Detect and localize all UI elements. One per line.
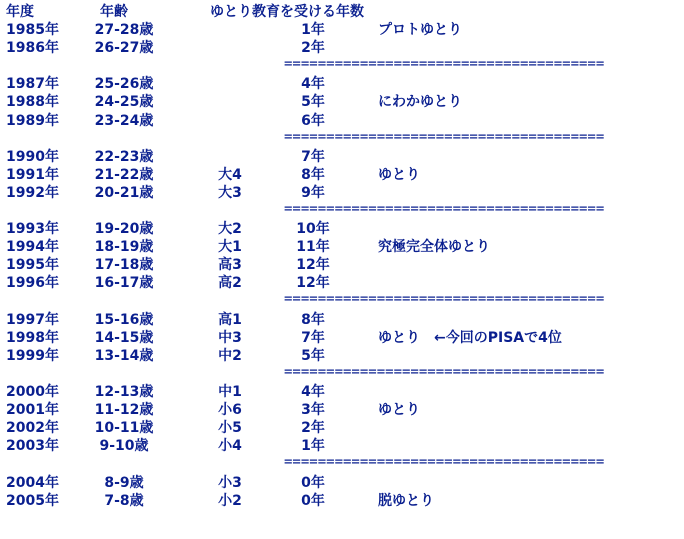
row-grade: 中2 bbox=[218, 347, 242, 364]
row-grade: 小5 bbox=[218, 420, 242, 437]
row-age: 26-27歳 bbox=[94, 40, 154, 57]
group-note: ゆとり bbox=[378, 166, 420, 183]
row-years-count: 2年 bbox=[301, 420, 325, 437]
row-age: 12-13歳 bbox=[94, 384, 154, 400]
row-years-count: 12年 bbox=[296, 275, 330, 292]
row-age: 23-24歳 bbox=[94, 112, 154, 129]
row-grade: 大4 bbox=[218, 166, 242, 183]
row-years-count: 8年 bbox=[301, 166, 325, 183]
row-grade: 大3 bbox=[218, 184, 242, 201]
row-year: 1995年 bbox=[6, 257, 59, 274]
row-age: 20-21歳 bbox=[94, 184, 154, 201]
row-age: 7-8歳 bbox=[104, 492, 144, 509]
row-years-count: 8年 bbox=[301, 311, 325, 328]
row-grade: 小6 bbox=[218, 402, 242, 419]
row-years-count: 3年 bbox=[301, 402, 325, 419]
row-year: 1999年 bbox=[6, 347, 59, 364]
header-age: 年齢 bbox=[100, 4, 128, 20]
row-age: 22-23歳 bbox=[94, 148, 154, 165]
row-year: 1993年 bbox=[6, 221, 59, 238]
row-age: 19-20歳 bbox=[94, 221, 154, 238]
group-note: 究極完全体ゆとり bbox=[378, 239, 490, 256]
row-year: 1990年 bbox=[6, 148, 59, 165]
row-age: 18-19歳 bbox=[94, 239, 154, 256]
row-years-count: 7年 bbox=[301, 148, 325, 165]
row-grade: 中1 bbox=[218, 384, 242, 400]
row-grade: 中3 bbox=[218, 329, 242, 346]
row-grade: 高3 bbox=[218, 257, 242, 274]
row-age: 9-10歳 bbox=[99, 438, 149, 455]
header-years-of-yutori: ゆとり教育を受ける年数 bbox=[210, 4, 364, 20]
row-year: 2003年 bbox=[6, 438, 59, 455]
row-year: 1998年 bbox=[6, 329, 59, 346]
row-year: 2002年 bbox=[6, 420, 59, 437]
row-grade: 高2 bbox=[218, 275, 242, 292]
group-separator: ====================================== bbox=[284, 57, 605, 72]
row-grade: 高1 bbox=[218, 311, 242, 328]
group-separator: ====================================== bbox=[284, 292, 605, 307]
row-age: 17-18歳 bbox=[94, 257, 154, 274]
group-separator: ====================================== bbox=[284, 201, 605, 216]
row-age: 8-9歳 bbox=[104, 474, 144, 491]
row-year: 1994年 bbox=[6, 239, 59, 256]
row-year: 1986年 bbox=[6, 40, 59, 57]
row-age: 14-15歳 bbox=[94, 329, 154, 346]
group-separator: ====================================== bbox=[284, 455, 605, 470]
group-separator: ====================================== bbox=[284, 364, 605, 379]
row-years-count: 12年 bbox=[296, 257, 330, 274]
row-years-count: 4年 bbox=[301, 76, 325, 93]
row-years-count: 7年 bbox=[301, 329, 325, 346]
row-years-count: 10年 bbox=[296, 221, 330, 238]
row-years-count: 6年 bbox=[301, 112, 325, 129]
row-years-count: 0年 bbox=[301, 492, 325, 509]
row-grade: 小3 bbox=[218, 474, 242, 491]
row-years-count: 4年 bbox=[301, 384, 325, 400]
row-age: 27-28歳 bbox=[94, 22, 154, 38]
row-year: 1997年 bbox=[6, 311, 59, 328]
row-age: 16-17歳 bbox=[94, 275, 154, 292]
group-note: プロトゆとり bbox=[378, 22, 462, 38]
row-age: 25-26歳 bbox=[94, 76, 154, 93]
row-year: 2005年 bbox=[6, 492, 59, 509]
row-year: 2000年 bbox=[6, 384, 59, 400]
row-grade: 大1 bbox=[218, 239, 242, 256]
row-age: 11-12歳 bbox=[94, 402, 154, 419]
group-separator: ====================================== bbox=[284, 129, 605, 144]
row-year: 1992年 bbox=[6, 184, 59, 201]
row-grade: 小2 bbox=[218, 492, 242, 509]
row-years-count: 5年 bbox=[301, 347, 325, 364]
row-years-count: 0年 bbox=[301, 474, 325, 491]
row-age: 24-25歳 bbox=[94, 94, 154, 111]
row-years-count: 2年 bbox=[301, 40, 325, 57]
row-year: 2001年 bbox=[6, 402, 59, 419]
row-age: 13-14歳 bbox=[94, 347, 154, 364]
row-grade: 小4 bbox=[218, 438, 242, 455]
header-year: 年度 bbox=[6, 4, 34, 20]
row-years-count: 11年 bbox=[296, 239, 330, 256]
group-note: ゆとり ←今回のPISAで4位 bbox=[378, 329, 562, 346]
row-year: 1996年 bbox=[6, 275, 59, 292]
row-age: 10-11歳 bbox=[94, 420, 154, 437]
row-year: 2004年 bbox=[6, 474, 59, 491]
row-grade: 大2 bbox=[218, 221, 242, 238]
row-year: 1988年 bbox=[6, 94, 59, 111]
group-note: ゆとり bbox=[378, 402, 420, 419]
row-year: 1991年 bbox=[6, 166, 59, 183]
row-years-count: 1年 bbox=[301, 22, 325, 38]
row-age: 15-16歳 bbox=[94, 311, 154, 328]
group-note: 脱ゆとり bbox=[378, 492, 434, 509]
row-years-count: 5年 bbox=[301, 94, 325, 111]
row-year: 1989年 bbox=[6, 112, 59, 129]
row-age: 21-22歳 bbox=[94, 166, 154, 183]
row-years-count: 1年 bbox=[301, 438, 325, 455]
row-years-count: 9年 bbox=[301, 184, 325, 201]
row-year: 1985年 bbox=[6, 22, 59, 38]
row-year: 1987年 bbox=[6, 76, 59, 93]
group-note: にわかゆとり bbox=[378, 94, 462, 111]
